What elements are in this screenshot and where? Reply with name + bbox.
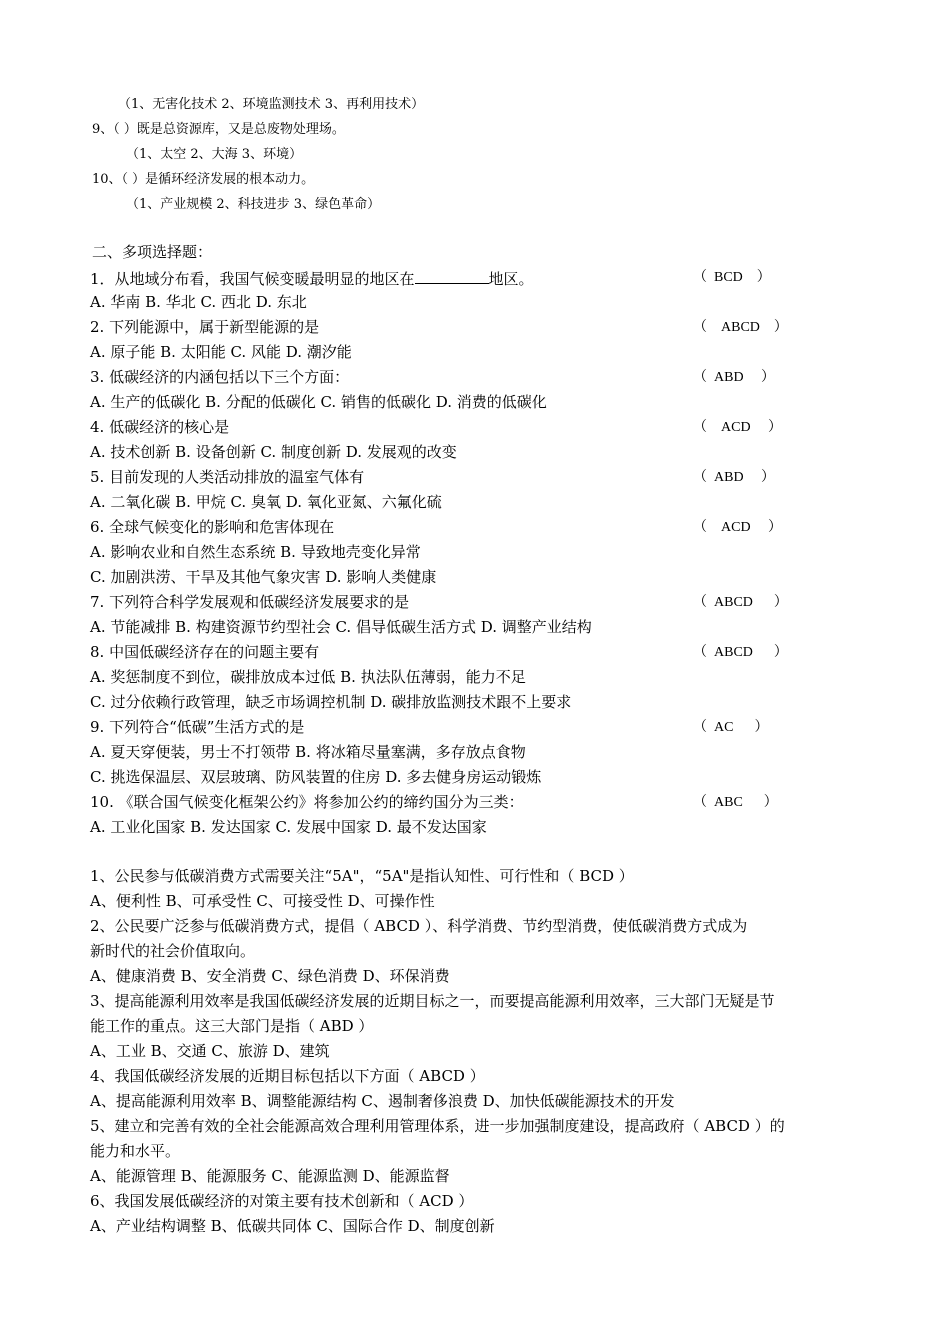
question-line-continued: 能力和水平。	[90, 1142, 181, 1160]
question-line: 3. 低碳经济的内涵包括以下三个方面：	[90, 368, 350, 386]
fill-blank	[415, 270, 489, 284]
option-line: A. 二氧化碳 B. 甲烷 C. 臭氧 D. 氧化亚氮、六氟化硫	[90, 493, 442, 511]
question-line: 6. 全球气候变化的影响和危害体现在	[90, 518, 335, 536]
question-line: 9. 下列符合“低碳”生活方式的是	[90, 718, 305, 736]
question-line: 6、我国发展低碳经济的对策主要有技术创新和（ ACD ）	[90, 1192, 474, 1210]
answer-6: （ ACD ）	[693, 520, 783, 535]
top-options-line: （1、产业规模 2、科技进步 3、绿色革命）	[126, 197, 381, 212]
question-line: 5、建立和完善有效的全社会能源高效合理利用管理体系，进一步加强制度建设，提高政府（ ABCD ）的	[90, 1117, 785, 1135]
answer-1: （ BCD ）	[693, 270, 771, 285]
question-line: 3、提高能源利用效率是我国低碳经济发展的近期目标之一，而要提高能源利用效率，三大部门无疑是节	[90, 992, 775, 1010]
option-line: A、便利性 B、可承受性 C、可接受性 D、可操作性	[90, 892, 435, 910]
option-line: A. 奖惩制度不到位，碳排放成本过低 B. 执法队伍薄弱，能力不足	[90, 668, 526, 686]
option-line: A、提高能源利用效率 B、调整能源结构 C、遏制奢侈浪费 D、加快低碳能源技术的开发	[90, 1092, 675, 1110]
option-line: C. 加剧洪涝、干旱及其他气象灾害 D. 影响人类健康	[90, 568, 437, 586]
option-line: A. 华南 B. 华北 C. 西北 D. 东北	[90, 293, 307, 311]
option-line: A、健康消费 B、安全消费 C、绿色消费 D、环保消费	[90, 967, 450, 985]
question-1-suffix: 地区。	[488, 270, 534, 288]
option-line: A. 原子能 B. 太阳能 C. 风能 D. 潮汐能	[90, 343, 352, 361]
question-line: 2、公民要广泛参与低碳消费方式，提倡（ ABCD ）、科学消费、节约型消费，使低碳消费方式成为	[90, 917, 748, 935]
option-line: A、能源管理 B、能源服务 C、能源监测 D、能源监督	[90, 1167, 450, 1185]
question-line: 8. 中国低碳经济存在的问题主要有	[90, 643, 320, 661]
question-line: 4、我国低碳经济发展的近期目标包括以下方面（ ABCD ）	[90, 1067, 485, 1085]
answer-10: （ ABC ）	[693, 795, 778, 810]
option-line: A. 生产的低碳化 B. 分配的低碳化 C. 销售的低碳化 D. 消费的低碳化	[90, 393, 547, 411]
question-1-text: 1．从地域分布看，我国气候变暖最明显的地区在	[90, 270, 415, 288]
option-line: A. 工业化国家 B. 发达国家 C. 发展中国家 D. 最不发达国家	[90, 818, 487, 836]
option-line: A. 节能减排 B. 构建资源节约型社会 C. 倡导低碳生活方式 D. 调整产业结构	[90, 618, 592, 636]
question-line: 4. 低碳经济的核心是	[90, 418, 230, 436]
top-options-line: （1、无害化技术 2、环境监测技术 3、再利用技术）	[118, 97, 425, 112]
question-line: 10、（ ）是循环经济发展的根本动力。	[92, 172, 315, 187]
answer-3: （ ABD ）	[693, 370, 776, 385]
question-line: 5. 目前发现的人类活动排放的温室气体有	[90, 468, 365, 486]
section-title: 二、多项选择题：	[92, 243, 213, 261]
question-line-continued: 能工作的重点。这三大部门是指（ ABD ）	[90, 1017, 374, 1035]
question-1	[90, 270, 534, 287]
answer-5: （ ABD ）	[693, 470, 776, 485]
top-options-line: （1、太空 2、大海 3、环境）	[126, 147, 303, 162]
question-line: 7. 下列符合科学发展观和低碳经济发展要求的是	[90, 593, 410, 611]
answer-8: （ ABCD ）	[693, 645, 788, 660]
question-line: 1、公民参与低碳消费方式需要关注“5A"，“5A"是指认知性、可行性和（ BCD ）	[90, 867, 634, 885]
option-line: A、工业 B、交通 C、旅游 D、建筑	[90, 1042, 330, 1060]
option-line: A. 夏天穿便装，男士不打领带 B. 将冰箱尽量塞满，多存放点食物	[90, 743, 526, 761]
question-line-continued: 新时代的社会价值取向。	[90, 942, 256, 960]
question-line: 10. 《联合国气候变化框架公约》将参加公约的缔约国分为三类：	[90, 793, 524, 811]
question-line: 9、（ ）既是总资源库，又是总废物处理场。	[92, 122, 345, 137]
answer-4: （ ACD ）	[693, 420, 783, 435]
option-line: C. 挑选保温层、双层玻璃、防风装置的住房 D. 多去健身房运动锻炼	[90, 768, 542, 786]
answer-2: （ ABCD ）	[693, 320, 788, 335]
option-line: A. 影响农业和自然生态系统 B. 导致地壳变化异常	[90, 543, 421, 561]
option-line: A. 技术创新 B. 设备创新 C. 制度创新 D. 发展观的改变	[90, 443, 457, 461]
question-line: 2. 下列能源中，属于新型能源的是	[90, 318, 320, 336]
answer-9: （ AC ）	[693, 720, 769, 735]
option-line: A、产业结构调整 B、低碳共同体 C、国际合作 D、制度创新	[90, 1217, 495, 1235]
option-line: C. 过分依赖行政管理，缺乏市场调控机制 D. 碳排放监测技术跟不上要求	[90, 693, 572, 711]
answer-7: （ ABCD ）	[693, 595, 788, 610]
